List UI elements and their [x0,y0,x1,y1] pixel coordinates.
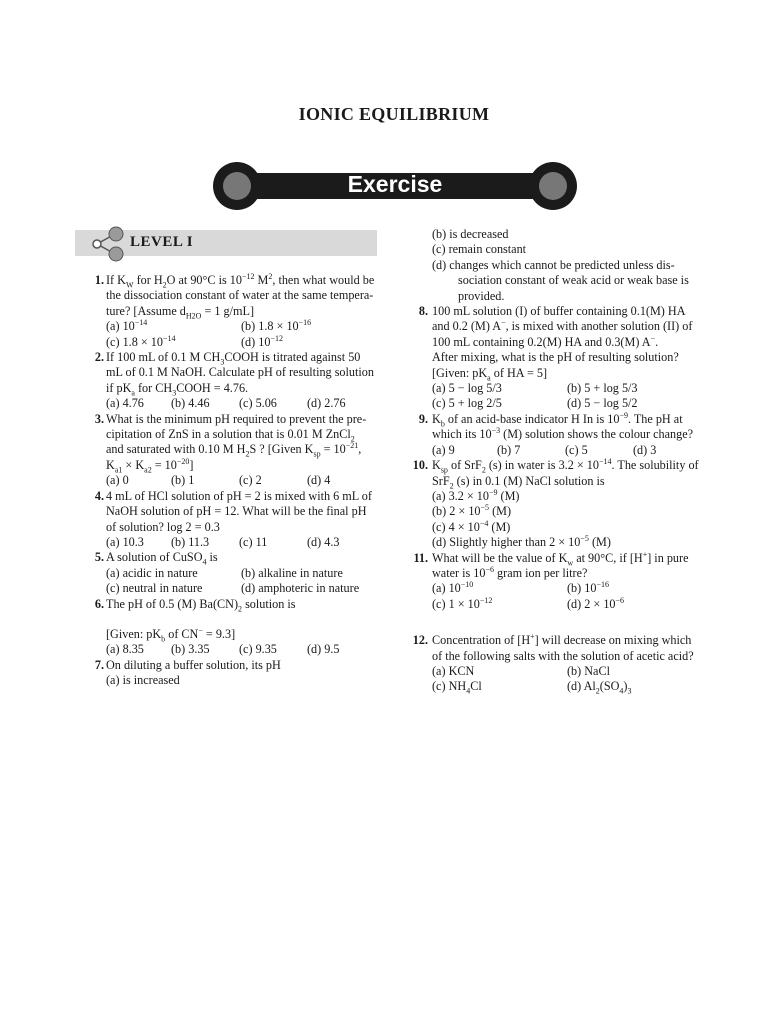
option-a: (a) 4.76 [106,396,144,411]
option-d: (d) Slightly higher than $2 \times 10^{-5}$ (M) [432,534,611,550]
question-number: 3. [94,411,104,426]
options [106,473,382,488]
question-text: and saturated with 0.10 M $H_2S$ ? [Given $K_{sp} = 10^{-21}$, [106,441,362,459]
level-label: LEVEL I [130,234,194,250]
question-number: 4. [94,488,104,503]
question-text: 4 mL of HCl solution of pH = 2 is mixed with 6 mL of [106,488,372,503]
option-a: (a) is increased [106,673,180,688]
option-a: (a) $3.2 \times 10^{-9}$ (M) [432,487,520,503]
option-d: (d) amphoteric in nature [241,581,360,596]
option-b: (b) $10^{-16}$ [567,580,609,596]
question-text: $K_{a1} \times K_{a2} = 10^{-20}$] [106,456,194,475]
question-1 [84,273,382,350]
option-c: (c) $1 \times 10^{-12}$ [432,595,493,611]
option-a: (a) $10^{-14}$ [106,318,148,334]
option-c: (c) 5.06 [239,396,277,411]
option-d: (d) 3 [633,442,657,457]
option-c: (c) $4 \times 10^{-4}$ (M) [432,518,511,534]
question-text: On diluting a buffer solution, its pH [106,657,281,672]
option-b: (b) $2 \times 10^{-5}$ (M) [432,503,512,519]
question-4 [84,489,382,551]
question-11 [404,551,706,613]
option-b: (b) NaCl [567,663,610,678]
options [432,581,706,612]
question-number: 10. [412,458,428,473]
options [432,443,706,458]
question-number: 7. [94,657,104,672]
question-number: 9. [418,411,428,426]
question-number: 6. [94,596,104,611]
question-text: Concentration of [H+] will decrease on mixing which [432,632,692,648]
exercise-banner [213,162,577,210]
option-c: (c) neutral in nature [106,581,203,596]
options [106,642,382,657]
question-text: of the following salts with the solution of acetic acid? [432,648,694,663]
question-7-continued [404,227,706,304]
options [106,396,382,411]
question-text: [Given: $pK_a$ of HA = 5] [432,365,548,383]
option-a: (a) $10^{-10}$ [432,580,474,596]
option-a: (a) 0 [106,473,129,488]
question-text: A solution of CuSO$_4$ is [106,550,218,567]
question-9 [404,412,706,458]
question-2 [84,350,382,412]
option-d: (d) $2 \times 10^{-6}$ [567,595,625,611]
option-c: (c) 2 [239,473,262,488]
question-number: 5. [94,550,104,565]
question-text: cipitation of ZnS in a solution that is 0.01 M ZnCl$_2$ [106,427,355,444]
option-d-continued: provided. [458,288,505,303]
question-number: 11. [413,550,428,565]
question-text: What is the minimum pH required to prevent the pre- [106,411,367,426]
option-b: (b) 11.3 [171,534,210,549]
question-text: which its $10^{-3}$ (M) solution shows the colour change? [432,426,694,442]
option-c: (c) $NH_4Cl$ [432,679,482,696]
question-text: If $K_W$ for $H_2O$ at 90°C is $10^{-12}$ $M^2$, then what would be [106,271,375,290]
option-b: (b) $1.8 \times 10^{-16}$ [241,318,312,334]
options [106,319,382,350]
option-c: (c) 11 [239,534,268,549]
question-number: 8. [418,304,428,319]
question-7 [84,658,382,689]
page-title: IONIC EQUILIBRIUM [298,104,490,124]
option-b: (b) 4.46 [171,396,210,411]
question-text: What will be the value of $K_w$ at 90°C, if [H+] in pure [432,549,689,567]
right-column [404,227,706,695]
question-text: The pH of 0.5 (M) $Ba(CN)_2$ solution is [106,596,296,613]
option-b: (b) 7 [497,442,521,457]
question-5 [84,550,382,596]
option-b: (b) alkaline in nature [241,565,343,580]
question-text: of solution? log 2 = 0.3 [106,519,220,534]
option-d: (d) 5 − log 5/2 [567,396,638,411]
option-d: (d) $Al_2(SO_4)_3$ [567,679,632,696]
question-10 [404,458,706,550]
left-column [84,273,382,689]
question-text: [Given: $pK_b$ of CN− = 9.3] [106,625,236,644]
banner-label: Exercise [347,171,443,197]
option-d: (d) $10^{-12}$ [241,333,283,349]
options [106,566,382,597]
option-b: (b) 3.35 [171,642,210,657]
question-text: the dissociation constant of water at the same tempera- [106,288,374,303]
option-c: (c) 5 + log 2/5 [432,396,502,411]
option-d: (d) 4 [307,473,331,488]
question-text: $K_b$ of an acid-base indicator H In is $10^{-9}$. The pH at [432,410,683,429]
option-b: (b) is decreased [432,227,509,241]
question-text: 100 mL solution (I) of buffer containing 0.1(M) HA [432,304,686,319]
question-text: water is $10^{-6}$ gram ion per litre? [432,564,588,580]
level-heading [75,230,377,256]
question-8 [404,304,706,412]
question-text: ture? [Assume $d_{H2O} = 1$ g/mL] [106,303,255,321]
option-c: (c) 9.35 [239,642,277,657]
options [432,381,706,412]
question-text: NaOH solution of pH = 12. What will be the final pH [106,504,367,519]
option-b: (b) 5 + log 5/3 [567,381,638,396]
question-text: 100 mL containing 0.2(M) HA and 0.3(M) A−. [432,333,659,349]
question-text: If 100 mL of 0.1 M $CH_3COOH$ is titrated against 50 [106,350,361,367]
question-text: and 0.2 (M) A−, is mixed with another solution (II) of [432,318,693,334]
option-b: (b) 1 [171,473,195,488]
question-number: 2. [94,350,104,365]
question-number: 12. [412,633,428,648]
question-text: SrF$_2$ (s) in 0.1 (M) NaCl solution is [432,473,605,490]
option-a: (a) KCN [432,663,475,678]
option-c: (c) 5 [565,442,588,457]
question-text: mL of 0.1 M NaOH. Calculate pH of resulting solution [106,365,374,380]
option-a: (a) 8.35 [106,642,144,657]
question-12 [404,633,706,695]
options [106,535,382,550]
option-c: (c) remain constant [432,242,527,257]
molecule-icon [89,224,129,262]
question-number: 1. [94,273,104,287]
option-d: (d) 2.76 [307,396,346,411]
option-d-continued: sociation constant of weak acid or weak base is [458,273,689,288]
option-c: (c) $1.8 \times 10^{-14}$ [106,333,176,349]
option-d: (d) changes which cannot be predicted unless dis- [432,257,675,272]
option-a: (a) acidic in nature [106,565,198,580]
question-text: $K_{sp}$ of SrF$_2$ (s) in water is $3.2 \times 10^{-14}$. The solubility of [432,457,699,475]
options [432,664,706,695]
option-d: (d) 9.5 [307,642,340,657]
question-text: After mixing, what is the pH of resulting solution? [432,350,679,365]
question-text: if $pK_a$ for $CH_3COOH = 4.76$. [106,380,249,398]
option-a: (a) 5 − log 5/3 [432,381,502,396]
question-6 [84,597,382,658]
option-a: (a) 10.3 [106,534,144,549]
question-3 [84,412,382,489]
option-d: (d) 4.3 [307,534,340,549]
option-a: (a) 9 [432,442,455,457]
